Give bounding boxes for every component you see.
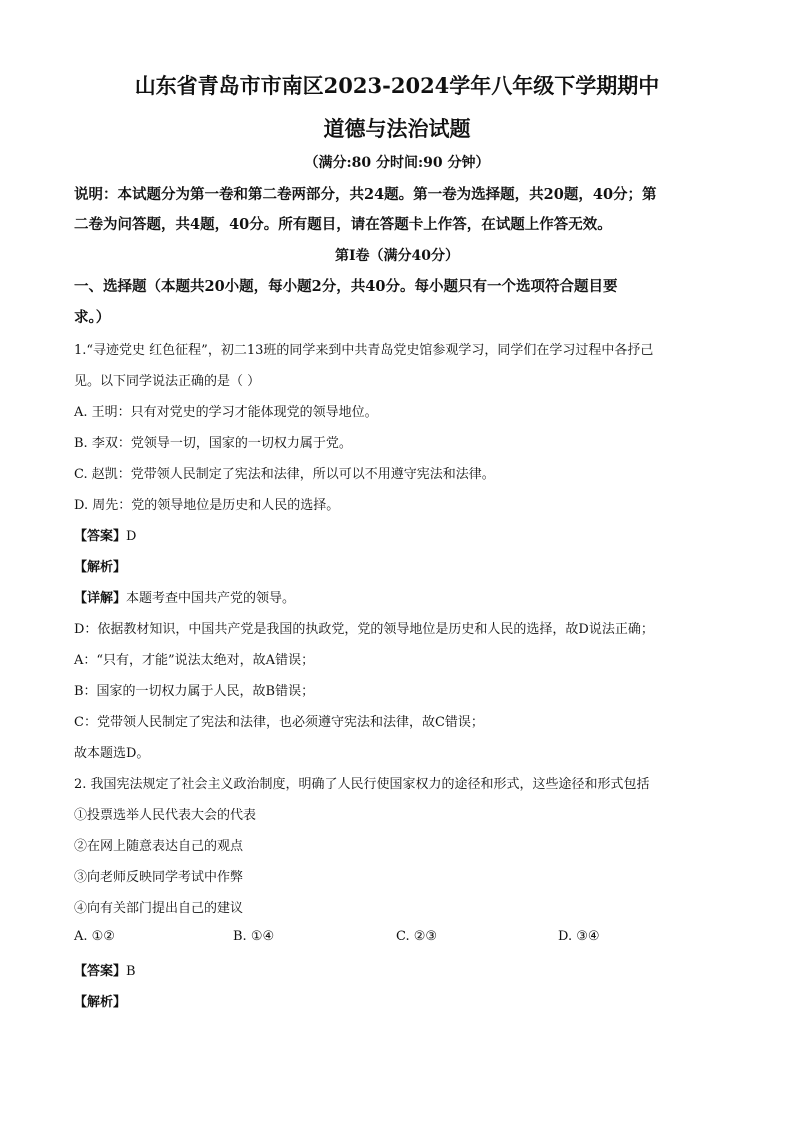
q2-analysis bbox=[74, 991, 126, 1010]
q2-item-2: ②在网上随意表达自己的观点 bbox=[74, 839, 244, 854]
q1-stem-line-2: 见。以下同学说法正确的是（ ） bbox=[74, 374, 261, 389]
q2-item-1: ①投票选举人民代表大会的代表 bbox=[74, 808, 257, 823]
q1-option-c: C. 赵凯：党带领人民制定了宪法和法律，所以可以不用遵守宪法和法律。 bbox=[74, 467, 495, 482]
analysis-tag: 【解析】 bbox=[74, 995, 127, 1010]
q1-explanation-d: D：依据教材知识，中国共产党是我国的执政党，党的领导地位是历史和人民的选择，故D说法正确； bbox=[74, 622, 654, 637]
detail-tag: 【详解】 bbox=[74, 591, 127, 606]
detail-text: 本题考查中国共产党的领导。 bbox=[126, 591, 296, 606]
q2-option-a: A. ①② bbox=[74, 929, 115, 944]
volume-heading: 第Ⅰ卷（满分40分） bbox=[334, 248, 460, 264]
q1-stem-line-1: 1.“寻迹党史 红色征程”，初二13班的同学来到中共青岛党史馆参观学习，同学们在学习过程中各抒己 bbox=[74, 343, 654, 358]
q2-option-d: D. ③④ bbox=[558, 929, 600, 944]
answer-tag: 【答案】 bbox=[74, 529, 127, 544]
answer-value: B bbox=[126, 964, 136, 979]
q1-option-b: B. 李双：党领导一切，国家的一切权力属于党。 bbox=[74, 436, 352, 451]
exam-subject-title: 道德与法治试题 bbox=[323, 116, 471, 141]
q1-analysis bbox=[74, 556, 126, 575]
q2-answer bbox=[74, 960, 136, 979]
instructions-line-1: 说明：本试题分为第一卷和第二卷两部分，共24题。第一卷为选择题，共20题，40分；第 bbox=[74, 186, 657, 203]
section-heading-line-2: 求。） bbox=[74, 309, 111, 326]
q2-option-c: C. ②③ bbox=[396, 929, 438, 944]
answer-value: D bbox=[126, 529, 137, 544]
q1-conclusion: 故本题选D。 bbox=[74, 746, 150, 761]
analysis-tag: 【解析】 bbox=[74, 560, 127, 575]
q1-detail bbox=[74, 587, 295, 606]
q1-option-d: D. 周先：党的领导地位是历史和人民的选择。 bbox=[74, 498, 340, 513]
q1-explanation-b: B：国家的一切权力属于人民，故B错误； bbox=[74, 684, 315, 699]
q1-option-a: A. 王明：只有对党史的学习才能体现党的领导地位。 bbox=[74, 405, 378, 420]
q2-option-b: B. ①④ bbox=[233, 929, 275, 944]
q2-item-4: ④向有关部门提出自己的建议 bbox=[74, 901, 244, 916]
q1-explanation-a: A：“只有，才能”说法太绝对，故A错误； bbox=[74, 653, 315, 668]
q2-stem: 2. 我国宪法规定了社会主义政治制度，明确了人民行使国家权力的途径和形式，这些途径和形式包括 bbox=[74, 777, 650, 792]
q2-item-3: ③向老师反映同学考试中作弊 bbox=[74, 870, 244, 885]
score-time-note: （满分:80 分时间:90 分钟） bbox=[304, 155, 490, 171]
section-heading-line-1: 一、选择题（本题共20小题，每小题2分，共40分。每小题只有一个选项符合题目要 bbox=[74, 278, 618, 295]
instructions-line-2: 二卷为问答题，共4题，40分。所有题目，请在答题卡上作答，在试题上作答无效。 bbox=[74, 216, 612, 233]
q1-explanation-c: C：党带领人民制定了宪法和法律，也必须遵守宪法和法律，故C错误； bbox=[74, 715, 484, 730]
exam-title: 山东省青岛市市南区2023-2024学年八年级下学期期中 bbox=[134, 73, 660, 98]
answer-tag: 【答案】 bbox=[74, 964, 127, 979]
q1-answer bbox=[74, 525, 136, 544]
